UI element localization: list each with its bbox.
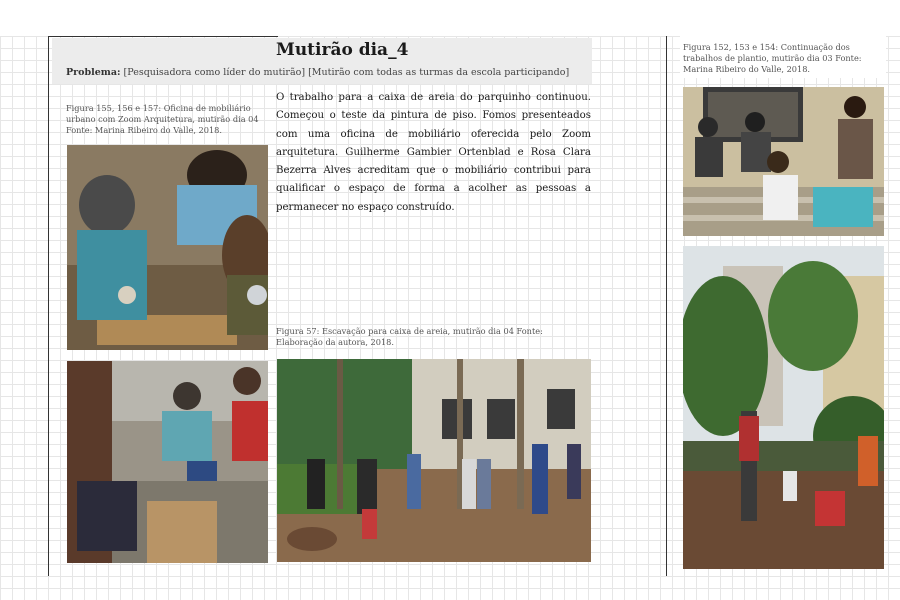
caption-figure-57: Figura 57: Escavação para caixa de areia, mutirão dia 04 Fonte: Elaboração da autora, 2018. <box>276 326 543 347</box>
body-paragraph: O trabalho para a caixa de areia do parquinho continuou. Começou o teste da pintura de piso. Fomos presenteados com uma oficina de mobiliário oferecida pelo Zoom arquitetura. Guilherme Gambier Ortenblad e Rosa Clara Bezerra Alves acreditam que o mobiliário contribui para qualificar o espaço de forma a acolher as pessoas a permanecer no espaço construído. <box>276 92 591 213</box>
problem-text: [Pesquisadora como líder do mutirão] [Mutirão com todas as turmas da escola participando] <box>120 67 570 78</box>
problem-line <box>66 67 586 78</box>
page-divider <box>666 36 667 576</box>
problem-label: Problema: <box>66 67 121 78</box>
photo-furniture-workshop-1 <box>67 145 268 350</box>
caption-figures-155-157: Figura 155, 156 e 157: Oficina de mobiliário urbano com Zoom Arquitetura, mutirão dia 04 Fonte: Marina Ribeiro do Valle, 2018. <box>66 103 259 135</box>
page-frame-top-line <box>48 36 278 37</box>
caption-figures-152-154: Figura 152, 153 e 154: Continuação dos trabalhos de plantio, mutirão dia 03 Fonte: Marina Ribeiro do Valle, 2018. <box>683 42 862 74</box>
page-frame-left-line <box>48 36 49 576</box>
photo-furniture-workshop-2 <box>67 361 268 563</box>
photo-planting-group <box>683 87 884 236</box>
page-title: Mutirão dia_4 <box>276 40 409 60</box>
photo-sandbox-excavation <box>277 359 591 562</box>
page-top-margin <box>0 0 900 36</box>
photo-planting-garden <box>683 246 884 569</box>
